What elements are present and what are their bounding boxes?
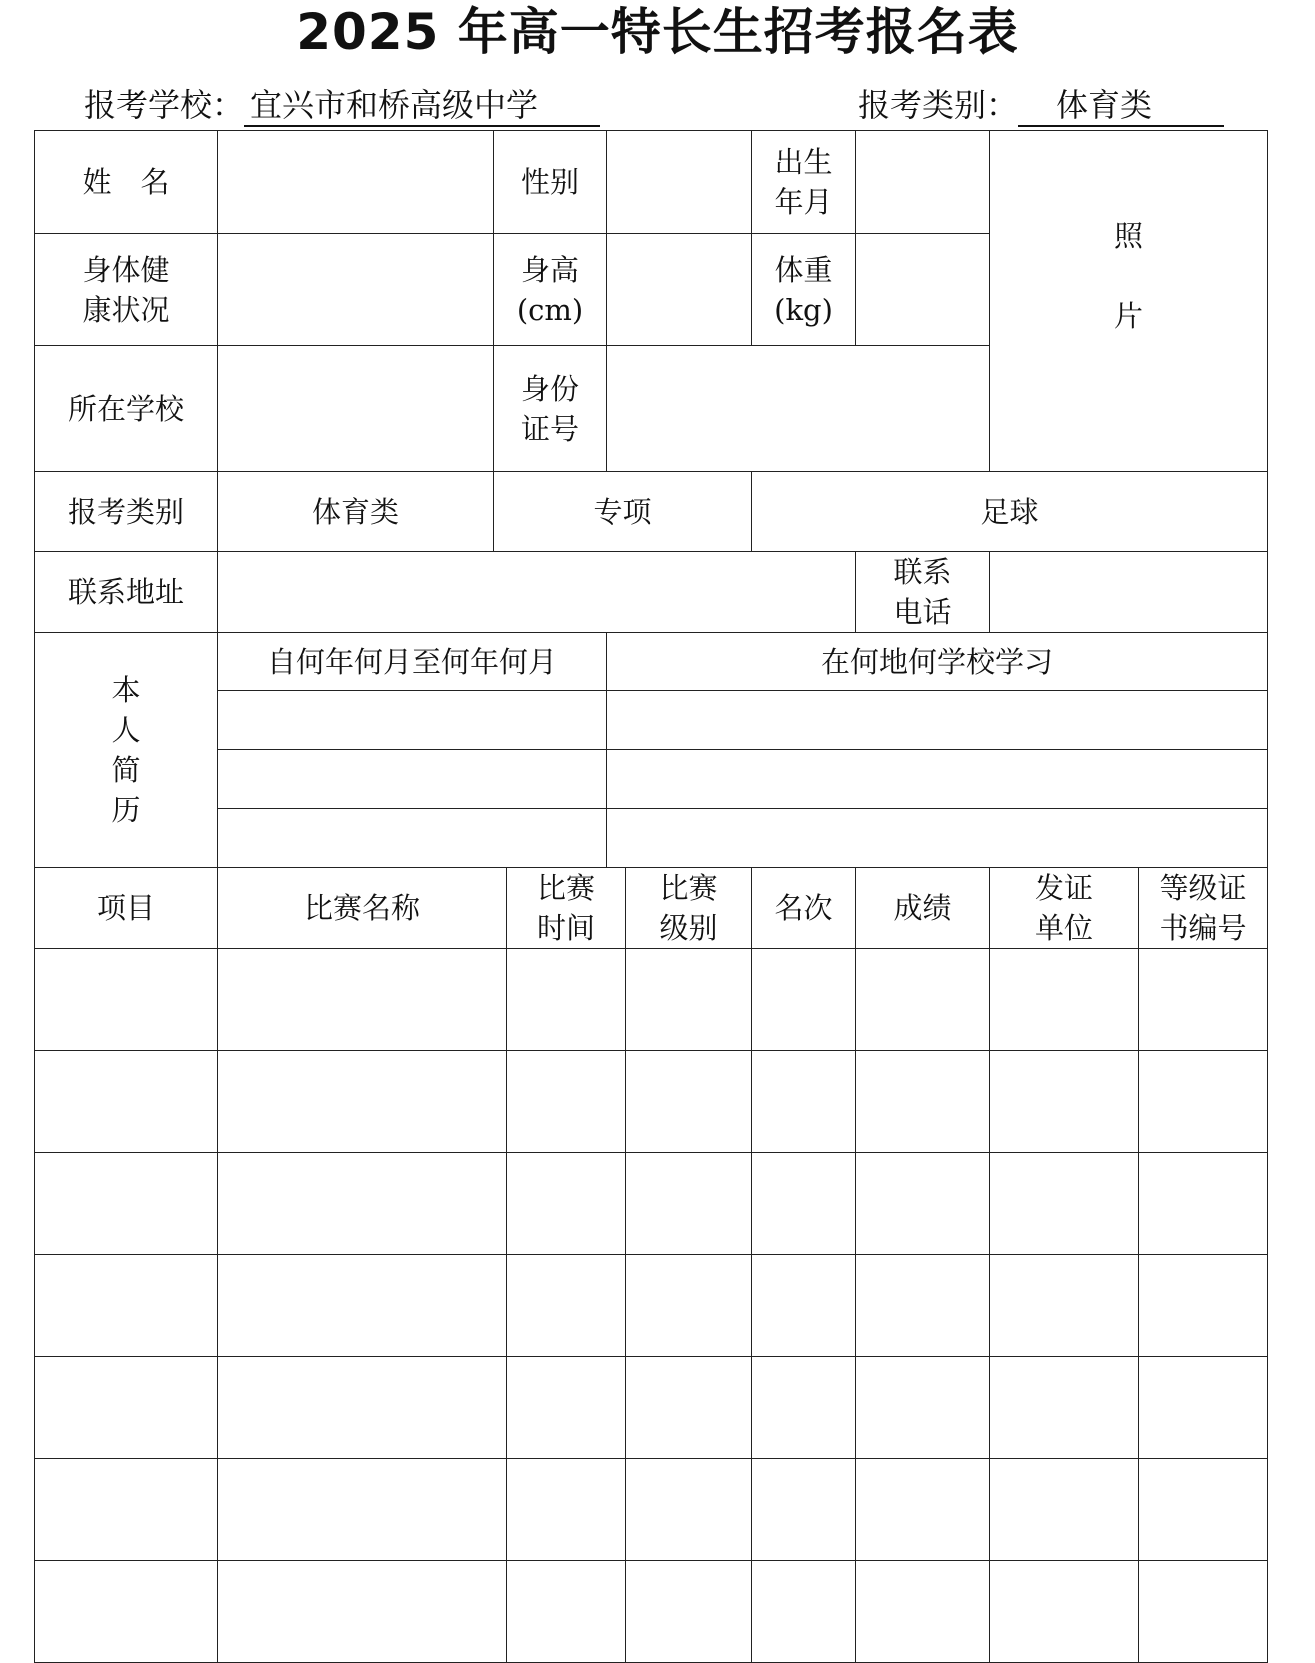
awards-score-cell[interactable]: [856, 1153, 990, 1255]
awards-item-cell[interactable]: [35, 1255, 218, 1357]
awards-contest-name-cell[interactable]: [218, 1459, 507, 1561]
form-title: 2025 年高一特长生招考报名表: [296, 3, 1019, 61]
birth-field[interactable]: [856, 131, 990, 234]
awards-issuer-cell[interactable]: [990, 1459, 1139, 1561]
phone-field[interactable]: [990, 552, 1268, 633]
awards-rank-cell[interactable]: [752, 949, 856, 1051]
resume-period-field[interactable]: [218, 750, 607, 809]
photo-label-1: 照: [1114, 219, 1144, 253]
awards-rank-cell[interactable]: [752, 1459, 856, 1561]
awards-score-header: 成绩: [856, 868, 990, 949]
awards-cert-number-header: 等级证 书编号: [1139, 868, 1268, 949]
applying-school-value: 宜兴市和桥高级中学: [244, 85, 600, 127]
awards-cert-number-cell[interactable]: [1139, 1459, 1268, 1561]
awards-rank-cell[interactable]: [752, 1153, 856, 1255]
awards-level-cell[interactable]: [626, 1051, 752, 1153]
awards-item-cell[interactable]: [35, 1153, 218, 1255]
awards-item-cell[interactable]: [35, 1561, 218, 1663]
awards-contest-name-cell[interactable]: [218, 1357, 507, 1459]
awards-issuer-cell[interactable]: [990, 1561, 1139, 1663]
awards-time-cell[interactable]: [507, 1051, 626, 1153]
resume-label: 本 人 简 历: [35, 633, 218, 868]
awards-score-cell[interactable]: [856, 1459, 990, 1561]
awards-time-cell[interactable]: [507, 1459, 626, 1561]
awards-cert-number-cell[interactable]: [1139, 1051, 1268, 1153]
resume-period-field[interactable]: [218, 691, 607, 750]
awards-row: [35, 1561, 1268, 1663]
resume-place-header: 在何地何学校学习: [607, 633, 1268, 691]
current-school-label: 所在学校: [35, 346, 218, 472]
awards-level-cell[interactable]: [626, 1459, 752, 1561]
awards-time-cell[interactable]: [507, 949, 626, 1051]
resume-place-field[interactable]: [607, 809, 1268, 868]
health-label: 身体健 康状况: [35, 234, 218, 346]
applying-school-label: 报考学校：: [84, 86, 245, 124]
awards-cert-number-cell[interactable]: [1139, 1357, 1268, 1459]
awards-time-cell[interactable]: [507, 1255, 626, 1357]
awards-rank-cell[interactable]: [752, 1357, 856, 1459]
awards-issuer-cell[interactable]: [990, 1153, 1139, 1255]
resume-place-field[interactable]: [607, 691, 1268, 750]
awards-level-cell[interactable]: [626, 1561, 752, 1663]
applying-school-line: [84, 80, 600, 127]
awards-issuer-cell[interactable]: [990, 1357, 1139, 1459]
awards-row: [35, 1255, 1268, 1357]
awards-time-cell[interactable]: [507, 1357, 626, 1459]
awards-issuer-header: 发证 单位: [990, 868, 1139, 949]
awards-score-cell[interactable]: [856, 1561, 990, 1663]
id-number-field[interactable]: [607, 346, 990, 472]
applying-category-label: 报考类别：: [858, 86, 1019, 124]
awards-contest-name-cell[interactable]: [218, 1255, 507, 1357]
awards-score-cell[interactable]: [856, 949, 990, 1051]
awards-row: [35, 1153, 1268, 1255]
photo-label-2: 片: [1114, 299, 1144, 333]
applying-category-value: 体育类: [1018, 85, 1224, 127]
awards-cert-number-cell[interactable]: [1139, 1255, 1268, 1357]
awards-cert-number-cell[interactable]: [1139, 1153, 1268, 1255]
awards-row: [35, 1459, 1268, 1561]
awards-score-cell[interactable]: [856, 1051, 990, 1153]
gender-label: 性别: [494, 131, 607, 234]
category-label: 报考类别: [35, 472, 218, 552]
awards-contest-name-cell[interactable]: [218, 1153, 507, 1255]
awards-issuer-cell[interactable]: [990, 1255, 1139, 1357]
photo-box[interactable]: [990, 131, 1268, 472]
specialty-value: 足球: [752, 472, 1268, 552]
address-field[interactable]: [218, 552, 856, 633]
resume-period-field[interactable]: [218, 809, 607, 868]
awards-item-cell[interactable]: [35, 1357, 218, 1459]
health-field[interactable]: [218, 234, 494, 346]
awards-rank-cell[interactable]: [752, 1051, 856, 1153]
id-number-label: 身份 证号: [494, 346, 607, 472]
awards-row: [35, 1051, 1268, 1153]
resume-place-field[interactable]: [607, 750, 1268, 809]
category-value: 体育类: [218, 472, 494, 552]
awards-time-cell[interactable]: [507, 1561, 626, 1663]
awards-level-cell[interactable]: [626, 1357, 752, 1459]
resume-period-header: 自何年何月至何年何月: [218, 633, 607, 691]
awards-score-cell[interactable]: [856, 1357, 990, 1459]
awards-row: [35, 949, 1268, 1051]
address-label: 联系地址: [35, 552, 218, 633]
awards-item-cell[interactable]: [35, 1051, 218, 1153]
awards-item-cell[interactable]: [35, 949, 218, 1051]
awards-row: [35, 1357, 1268, 1459]
awards-contest-name-cell[interactable]: [218, 949, 507, 1051]
height-label: 身高 (cm): [494, 234, 607, 346]
height-field[interactable]: [607, 234, 752, 346]
gender-field[interactable]: [607, 131, 752, 234]
awards-rank-cell[interactable]: [752, 1255, 856, 1357]
current-school-field[interactable]: [218, 346, 494, 472]
awards-cert-number-cell[interactable]: [1139, 949, 1268, 1051]
phone-label: 联系 电话: [856, 552, 990, 633]
awards-time-cell[interactable]: [507, 1153, 626, 1255]
weight-label: 体重 (kg): [752, 234, 856, 346]
awards-score-cell[interactable]: [856, 1255, 990, 1357]
awards-item-header: 项目: [35, 868, 218, 949]
name-label: 姓 名: [35, 131, 218, 234]
weight-field[interactable]: [856, 234, 990, 346]
awards-rank-cell[interactable]: [752, 1561, 856, 1663]
awards-level-cell[interactable]: [626, 1255, 752, 1357]
awards-contest-name-cell[interactable]: [218, 1051, 507, 1153]
applying-category-line: [858, 80, 1224, 127]
awards-level-cell[interactable]: [626, 1153, 752, 1255]
awards-issuer-cell[interactable]: [990, 949, 1139, 1051]
awards-time-header: 比赛 时间: [507, 868, 626, 949]
awards-cert-number-cell[interactable]: [1139, 1561, 1268, 1663]
name-field[interactable]: [218, 131, 494, 234]
awards-contest-name-header: 比赛名称: [218, 868, 507, 949]
birth-label: 出生 年月: [752, 131, 856, 234]
awards-level-header: 比赛 级别: [626, 868, 752, 949]
awards-issuer-cell[interactable]: [990, 1051, 1139, 1153]
awards-item-cell[interactable]: [35, 1459, 218, 1561]
awards-rank-header: 名次: [752, 868, 856, 949]
awards-contest-name-cell[interactable]: [218, 1561, 507, 1663]
awards-level-cell[interactable]: [626, 949, 752, 1051]
specialty-label: 专项: [494, 472, 752, 552]
registration-table: [34, 130, 1268, 1663]
